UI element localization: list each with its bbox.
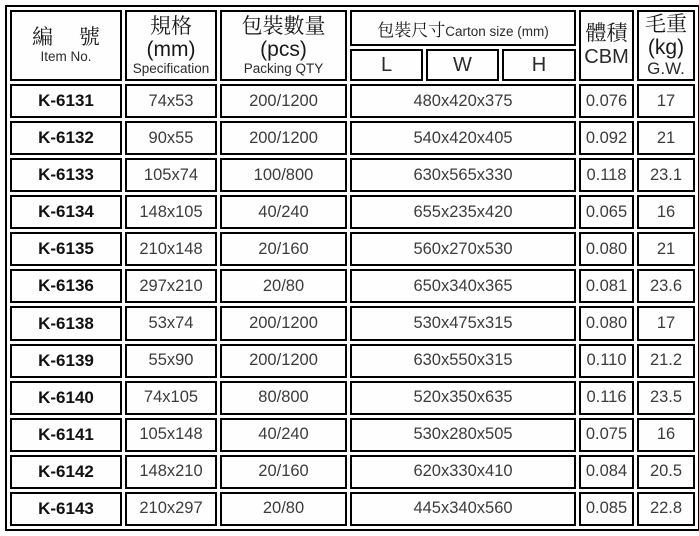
table-row <box>10 121 695 155</box>
carton-size-cell: 530x280x505 <box>350 418 576 452</box>
gw-cell: 16 <box>637 418 695 452</box>
column-header-gw <box>637 10 695 81</box>
cbm-cell: 0.076 <box>579 84 634 118</box>
gw-header-zh: 毛重(kg) <box>645 12 688 59</box>
table-body <box>10 84 695 526</box>
item-no-cell: K-6136 <box>10 269 122 303</box>
specification-cell: 90x55 <box>125 121 217 155</box>
cbm-cell: 0.080 <box>579 306 634 340</box>
gw-cell: 17 <box>637 84 695 118</box>
column-header-item-no <box>10 10 122 81</box>
cbm-cell: 0.118 <box>579 158 634 192</box>
packing-qty-cell: 40/240 <box>220 195 347 229</box>
table-row <box>10 195 695 229</box>
gw-cell: 23.1 <box>637 158 695 192</box>
carton-size-cell: 655x235x420 <box>350 195 576 229</box>
table-row <box>10 492 695 526</box>
packing-qty-header-zh: 包裝數量(pcs) <box>241 14 326 61</box>
column-header-packing-qty <box>220 10 347 81</box>
carton-size-cell: 530x475x315 <box>350 306 576 340</box>
column-header-specification <box>125 10 217 81</box>
specification-cell: 148x210 <box>125 455 217 489</box>
table-row <box>10 344 695 378</box>
table-row <box>10 418 695 452</box>
gw-cell: 21 <box>637 121 695 155</box>
item-no-cell: K-6142 <box>10 455 122 489</box>
column-header-cbm <box>579 10 634 81</box>
specification-header-zh: 規格(mm) <box>146 14 196 61</box>
carton-size-cell: 650x340x365 <box>350 269 576 303</box>
packing-qty-cell: 80/800 <box>220 381 347 415</box>
packing-qty-cell: 200/1200 <box>220 84 347 118</box>
column-header-width: W <box>426 49 499 81</box>
packing-qty-cell: 20/160 <box>220 232 347 266</box>
specification-header-en: Specification <box>132 60 210 76</box>
gw-cell: 22.8 <box>637 492 695 526</box>
cbm-cell: 0.084 <box>579 455 634 489</box>
packing-qty-cell: 100/800 <box>220 158 347 192</box>
cbm-cell: 0.085 <box>579 492 634 526</box>
packing-qty-header-en: Packing QTY <box>243 60 324 76</box>
item-no-cell: K-6135 <box>10 232 122 266</box>
item-no-cell: K-6139 <box>10 344 122 378</box>
carton-size-cell: 630x565x330 <box>350 158 576 192</box>
table-row <box>10 232 695 266</box>
item-no-cell: K-6143 <box>10 492 122 526</box>
item-no-cell: K-6141 <box>10 418 122 452</box>
carton-size-cell: 560x270x530 <box>350 232 576 266</box>
gw-cell: 23.5 <box>637 381 695 415</box>
packing-qty-cell: 20/160 <box>220 455 347 489</box>
column-header-length: L <box>350 49 423 81</box>
cbm-cell: 0.092 <box>579 121 634 155</box>
table-row <box>10 158 695 192</box>
specification-cell: 55x90 <box>125 344 217 378</box>
cbm-cell: 0.116 <box>579 381 634 415</box>
specification-cell: 210x148 <box>125 232 217 266</box>
carton-size-cell: 445x340x560 <box>350 492 576 526</box>
item-no-cell: K-6140 <box>10 381 122 415</box>
packing-qty-cell: 40/240 <box>220 418 347 452</box>
carton-size-cell: 520x350x635 <box>350 381 576 415</box>
specification-cell: 53x74 <box>125 306 217 340</box>
gw-cell: 23.6 <box>637 269 695 303</box>
column-header-height: H <box>502 49 576 81</box>
table-header <box>10 10 695 81</box>
specification-cell: 297x210 <box>125 269 217 303</box>
specification-cell: 74x53 <box>125 84 217 118</box>
gw-header-en: G.W. <box>647 58 685 78</box>
cbm-cell: 0.110 <box>579 344 634 378</box>
item-no-cell: K-6138 <box>10 306 122 340</box>
item-no-cell: K-6132 <box>10 121 122 155</box>
cbm-header-en: CBM <box>584 45 629 68</box>
packing-qty-cell: 20/80 <box>220 269 347 303</box>
carton-size-cell: 620x330x410 <box>350 455 576 489</box>
gw-cell: 21 <box>637 232 695 266</box>
item-no-header-zh: 編 號 <box>32 26 110 50</box>
table-row <box>10 455 695 489</box>
carton-size-header-en: Carton size (mm) <box>445 23 549 39</box>
header-row-main <box>10 10 695 46</box>
gw-cell: 20.5 <box>637 455 695 489</box>
item-no-cell: K-6133 <box>10 158 122 192</box>
table-row <box>10 306 695 340</box>
packing-qty-cell: 20/80 <box>220 492 347 526</box>
gw-cell: 17 <box>637 306 695 340</box>
item-no-header-en: Item No. <box>40 49 92 65</box>
column-header-carton-size <box>350 10 576 46</box>
specification-cell: 105x74 <box>125 158 217 192</box>
gw-cell: 21.2 <box>637 344 695 378</box>
specification-cell: 210x297 <box>125 492 217 526</box>
packing-qty-cell: 200/1200 <box>220 344 347 378</box>
cbm-header-zh: 體積 <box>585 22 628 46</box>
specification-cell: 105x148 <box>125 418 217 452</box>
packing-qty-cell: 200/1200 <box>220 306 347 340</box>
specification-cell: 148x105 <box>125 195 217 229</box>
cbm-cell: 0.081 <box>579 269 634 303</box>
table-row <box>10 381 695 415</box>
packing-qty-cell: 200/1200 <box>220 121 347 155</box>
cbm-cell: 0.075 <box>579 418 634 452</box>
carton-size-cell: 540x420x405 <box>350 121 576 155</box>
product-spec-table <box>5 5 699 531</box>
carton-size-cell: 630x550x315 <box>350 344 576 378</box>
table-row <box>10 84 695 118</box>
carton-size-cell: 480x420x375 <box>350 84 576 118</box>
specification-cell: 74x105 <box>125 381 217 415</box>
item-no-cell: K-6131 <box>10 84 122 118</box>
carton-size-header-zh: 包裝尺寸 <box>377 20 446 40</box>
cbm-cell: 0.065 <box>579 195 634 229</box>
cbm-cell: 0.080 <box>579 232 634 266</box>
item-no-cell: K-6134 <box>10 195 122 229</box>
gw-cell: 16 <box>637 195 695 229</box>
table-row <box>10 269 695 303</box>
